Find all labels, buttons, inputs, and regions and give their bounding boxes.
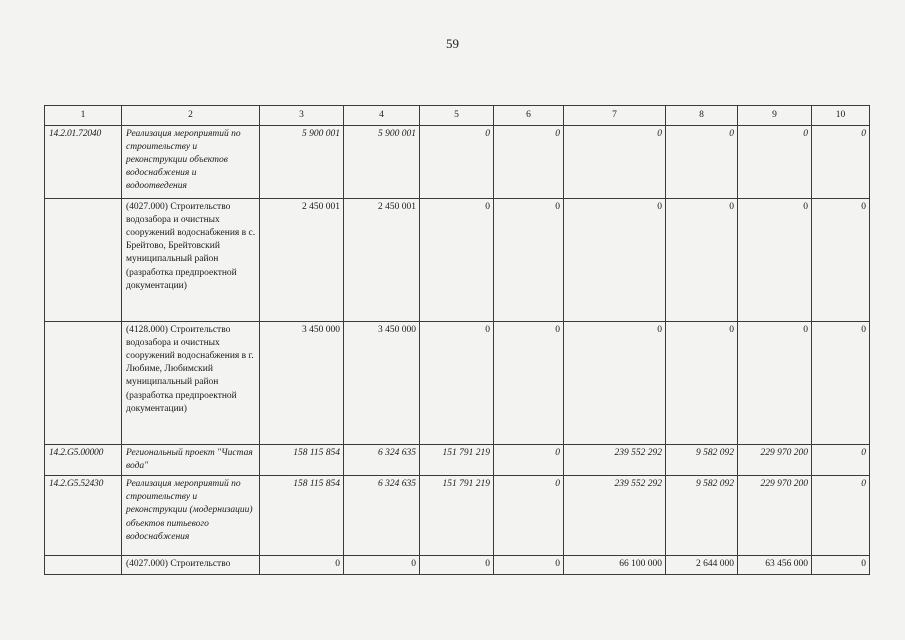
table-row [45, 126, 870, 199]
row-value: 0 [420, 126, 494, 199]
row-value: 3 450 000 [260, 322, 344, 445]
column-header: 7 [564, 106, 666, 126]
row-value: 0 [494, 199, 564, 322]
row-value: 0 [564, 322, 666, 445]
row-value: 6 324 635 [344, 476, 420, 556]
table-row [45, 445, 870, 476]
table-row [45, 476, 870, 556]
row-value: 0 [420, 199, 494, 322]
row-value: 5 900 001 [260, 126, 344, 199]
row-code: 14.2.G5.52430 [45, 476, 122, 556]
row-value: 151 791 219 [420, 476, 494, 556]
row-value: 0 [494, 322, 564, 445]
row-value: 229 970 200 [738, 445, 812, 476]
row-value: 0 [812, 199, 870, 322]
row-code [45, 199, 122, 322]
row-name: Региональный проект "Чистая вода" [122, 445, 260, 476]
row-value: 0 [812, 445, 870, 476]
table-row [45, 199, 870, 322]
row-value: 0 [812, 126, 870, 199]
row-value: 0 [260, 556, 344, 575]
row-value: 0 [738, 322, 812, 445]
header-row [45, 106, 870, 126]
column-header: 2 [122, 106, 260, 126]
row-value: 0 [812, 476, 870, 556]
row-value: 239 552 292 [564, 445, 666, 476]
row-value: 63 456 000 [738, 556, 812, 575]
row-name: (4027.000) Строительство [122, 556, 260, 575]
row-value: 158 115 854 [260, 476, 344, 556]
row-code [45, 322, 122, 445]
row-value: 0 [344, 556, 420, 575]
column-header: 8 [666, 106, 738, 126]
row-value: 0 [564, 126, 666, 199]
row-value: 9 582 092 [666, 476, 738, 556]
row-code: 14.2.G5.00000 [45, 445, 122, 476]
page-number: 59 [446, 36, 459, 51]
row-value: 2 450 001 [344, 199, 420, 322]
row-value: 0 [494, 476, 564, 556]
row-value: 151 791 219 [420, 445, 494, 476]
row-value: 2 450 001 [260, 199, 344, 322]
row-value: 0 [666, 199, 738, 322]
row-name: Реализация мероприятий по строительству и реконструкции (модернизации) объектов питьевого водоснабжения [122, 476, 260, 556]
row-name: (4027.000) Строительство водозабора и очистных сооружений водоснабжения в с. Брейтово, Брейтовский муниципальный район (разработка предпроектной документации) [122, 199, 260, 322]
row-value: 0 [494, 556, 564, 575]
column-header: 9 [738, 106, 812, 126]
row-value: 6 324 635 [344, 445, 420, 476]
column-header: 3 [260, 106, 344, 126]
row-value: 229 970 200 [738, 476, 812, 556]
row-value: 3 450 000 [344, 322, 420, 445]
row-value: 9 582 092 [666, 445, 738, 476]
row-code: 14.2.01.72040 [45, 126, 122, 199]
row-value: 0 [420, 322, 494, 445]
row-value: 0 [420, 556, 494, 575]
column-header: 6 [494, 106, 564, 126]
row-value: 239 552 292 [564, 476, 666, 556]
row-value: 5 900 001 [344, 126, 420, 199]
row-code [45, 556, 122, 575]
row-value: 0 [666, 126, 738, 199]
row-value: 0 [494, 126, 564, 199]
row-value: 0 [812, 556, 870, 575]
row-value: 0 [666, 322, 738, 445]
row-value: 0 [494, 445, 564, 476]
row-value: 66 100 000 [564, 556, 666, 575]
row-value: 0 [812, 322, 870, 445]
column-header: 1 [45, 106, 122, 126]
table-row [45, 556, 870, 575]
column-header: 10 [812, 106, 870, 126]
row-name: (4128.000) Строительство водозабора и очистных сооружений водоснабжения в г. Любиме, Любимский муниципальный район (разработка предпроектной документации) [122, 322, 260, 445]
row-value: 0 [738, 126, 812, 199]
table-row [45, 322, 870, 445]
row-name: Реализация мероприятий по строительству и реконструкции объектов водоснабжения и водоотведения [122, 126, 260, 199]
row-value: 158 115 854 [260, 445, 344, 476]
budget-table [44, 105, 870, 575]
column-header: 4 [344, 106, 420, 126]
row-value: 0 [564, 199, 666, 322]
row-value: 2 644 000 [666, 556, 738, 575]
column-header: 5 [420, 106, 494, 126]
row-value: 0 [738, 199, 812, 322]
